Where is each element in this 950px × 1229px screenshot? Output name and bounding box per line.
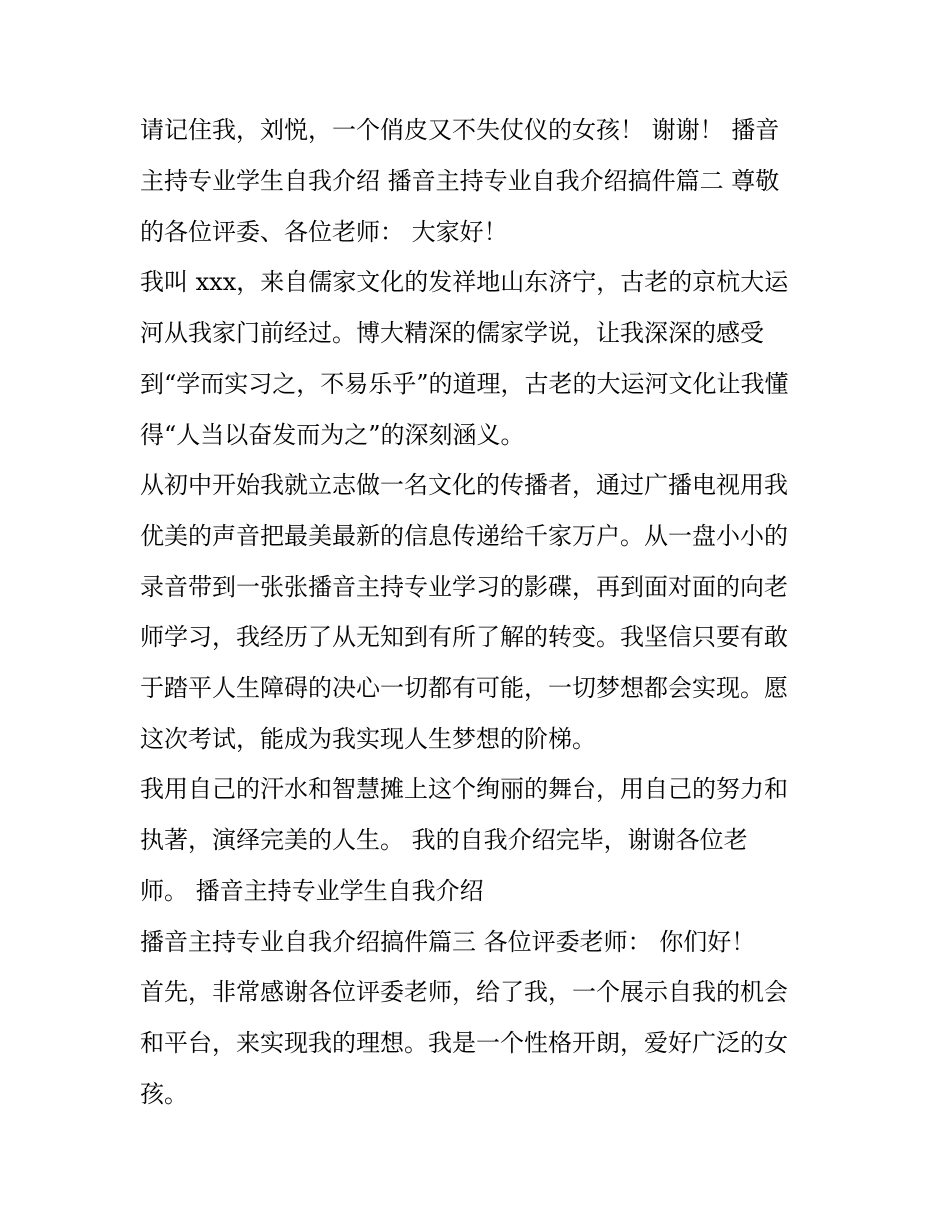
- text-line: 到“学而实习之，不易乐乎”的道理，古老的大运河文化让我懂: [140, 370, 789, 398]
- text-line: 我用自己的汗水和智慧摊上这个绚丽的舞台，用自己的努力和: [140, 775, 788, 803]
- text-line: 的各位评委、各位老师： 大家好！: [140, 218, 508, 246]
- text-line: 执著，演绎完美的人生。 我的自我介绍完毕，谢谢各位老: [140, 826, 748, 854]
- text-line: 录音带到一张张播音主持专业学习的影碟，再到面对面的向老: [140, 573, 788, 601]
- text-line: 河从我家门前经过。博大精深的儒家学说，让我深深的感受: [140, 319, 764, 347]
- text-line: 播音主持专业自我介绍搞件篇三 各位评委老师： 你们好！: [140, 928, 756, 956]
- text-line: 于踏平人生障碍的决心一切都有可能，一切梦想都会实现。愿: [140, 674, 788, 702]
- text-line: 从初中开始我就立志做一名文化的传播者，通过广播电视用我: [140, 471, 788, 499]
- text-line: 得“人当以奋发而为之”的深刻涵义。: [140, 421, 525, 449]
- text-line: 和平台，来实现我的理想。我是一个性格开朗，爱好广泛的女: [140, 1029, 788, 1057]
- text-line: 首先，非常感谢各位评委老师，给了我，一个展示自我的机会: [140, 978, 788, 1006]
- text-line: 优美的声音把最美最新的信息传递给千家万户。从一盘小小的: [140, 522, 788, 550]
- text-line: 我叫 xxx，来自儒家文化的发祥地山东济宁，古老的京杭大运: [140, 268, 789, 296]
- text-line: 主持专业学生自我介绍 播音主持专业自我介绍搞件篇二 尊敬: [140, 167, 780, 195]
- text-line: 请记住我，刘悦，一个俏皮又不失仗仪的女孩！ 谢谢！ 播音: [140, 116, 780, 144]
- text-line: 师。 播音主持专业学生自我介绍: [140, 877, 484, 905]
- text-line: 孩。: [140, 1080, 188, 1108]
- text-line: 师学习，我经历了从无知到有所了解的转变。我坚信只要有敢: [140, 623, 788, 651]
- text-line: 这次考试，能成为我实现人生梦想的阶梯。: [140, 725, 596, 753]
